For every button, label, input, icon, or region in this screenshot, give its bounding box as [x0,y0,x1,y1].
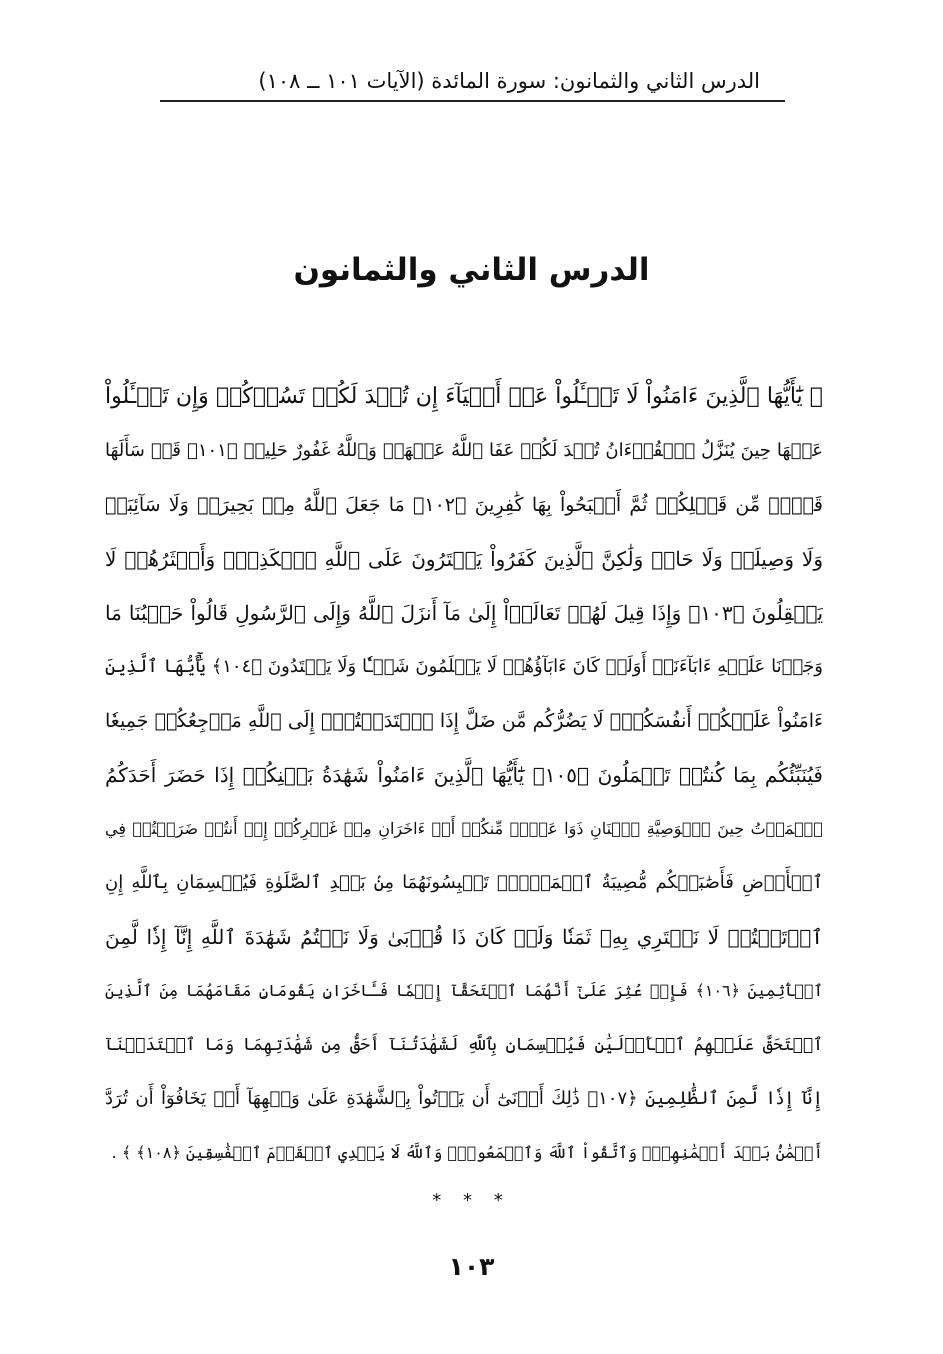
verse-line-5: يَعۡقِلُونَ ﴿١٠٣﴾ وَإِذَا قِيلَ لَهُمۡ تَعَالَوۡاْ إِلَىٰ مَآ أَنزَلَ ٱللَّهُ وَإِلَى ٱلرَّسُولِ قَالُواْ حَسۡبُنَا مَا [105,601,823,625]
verse-line-7: ءَامَنُواْ عَلَيۡكُمۡ أَنفُسَكُمۡۖ لَا يَضُرُّكُم مَّن ضَلَّ إِذَا ٱهۡتَدَيۡتُمۡۚ إِلَى ٱللَّهِ مَرۡجِعُكُمۡ جَمِيعٗا [105,710,823,732]
verse-line-14: إِنَّآ إِذٗا لَّمِنَ ٱلظَّٰلِمِينَ ﴿١٠٧﴾ ذَٰلِكَ أَدۡنَىٰٓ أَن يَأۡتُواْ بِٱلشَّهَٰدَةِ عَلَىٰ وَجۡهِهَآ أَوۡ يَخَافُوٓاْ أَن تُرَدَّ [105,1088,823,1109]
section-separator: * * * [432,1190,511,1211]
verse-line-3: قَوۡمٞ مِّن قَبۡلِكُمۡ ثُمَّ أَصۡبَحُواْ بِهَا كَٰفِرِينَ ﴿١٠٢﴾ مَا جَعَلَ ٱللَّهُ مِنۢ بَحِيرَةٖ وَلَا سَآئِبَةٖ [105,494,823,516]
verse-line-1: ﴿ يَٰٓأَيُّهَا ٱلَّذِينَ ءَامَنُواْ لَا تَسۡـَٔلُواْ عَنۡ أَشۡيَآءَ إِن تُبۡدَ لَكُمۡ تَسُؤۡكُمۡ وَإِن تَسۡـَٔلُواْ [105,384,823,409]
running-header-title: الدرس الثاني والثمانون: سورة المائدة (الآيات ١٠١ ــ ١٠٨) [258,69,760,93]
verse-line-13: ٱسۡتَحَقَّ عَلَيۡهِمُ ٱلۡأَوۡلَيَٰنِ فَيُقۡسِمَانِ بِٱللَّهِ لَشَهَٰدَتُنَآ أَحَقُّ مِن شَهَٰدَتِهِمَا وَمَا ٱعۡتَدَيۡنَآ [105,1035,823,1055]
verse-line-9: ٱلۡمَوۡتُ حِينَ ٱلۡوَصِيَّةِ ٱثۡنَانِ ذَوَا عَدۡلٖ مِّنكُمۡ أَوۡ ءَاخَرَانِ مِنۡ غَيۡرِكُمۡ إِنۡ أَنتُمۡ ضَرَبۡتُمۡ فِي [105,819,823,838]
verse-line-2: عَنۡهَا حِينَ يُنَزَّلُ ٱلۡقُرۡءَانُ تُبۡدَ لَكُمۡ عَفَا ٱللَّهُ عَنۡهَاۗ وَٱللَّهُ غَفُورٌ حَلِيمٞ ﴿١٠١﴾ قَدۡ سَأَلَهَا [105,440,823,461]
page-number: ١٠٣ [448,1252,495,1281]
lesson-title: الدرس الثاني والثمانون [293,252,650,288]
verse-line-15: أَيۡمَٰنُۢ بَعۡدَ أَيۡمَٰنِهِمۡۗ وَٱتَّقُواْ ٱللَّهَ وَٱسۡمَعُواْۗ وَٱللَّهُ لَا يَهۡدِي ٱلۡقَوۡمَ ٱلۡفَٰسِقِينَ ﴿١٠٨﴾ ﴾ . [111,1143,823,1162]
quran-verses-block [105,370,823,1180]
verse-line-10: ٱلۡأَرۡضِ فَأَصَٰبَتۡكُم مُّصِيبَةُ ٱلۡمَوۡتِۚ تَحۡبِسُونَهُمَا مِنۢ بَعۡدِ ٱلصَّلَوٰةِ فَيُقۡسِمَانِ بِٱللَّهِ إِنِ [105,872,823,893]
verse-line-6: وَجَدۡنَا عَلَيۡهِ ءَابَآءَنَآۚ أَوَلَوۡ كَانَ ءَابَآؤُهُمۡ لَا يَعۡلَمُونَ شَيۡـٔٗا وَلَا يَهۡتَدُونَ ﴿١٠٤﴾ يَٰٓأَيُّهَا ٱلَّذِينَ [105,656,823,677]
verse-line-8: فَيُنَبِّئُكُم بِمَا كُنتُمۡ تَعۡمَلُونَ ﴿١٠٥﴾ يَٰٓأَيُّهَا ٱلَّذِينَ ءَامَنُواْ شَهَٰدَةُ بَيۡنِكُمۡ إِذَا حَضَرَ أَحَدَكُمُ [105,763,823,787]
verse-line-11: ٱرۡتَبۡتُمۡ لَا نَشۡتَرِي بِهِۦ ثَمَنٗا وَلَوۡ كَانَ ذَا قُرۡبَىٰ وَلَا نَكۡتُمُ شَهَٰدَةَ ٱللَّهِ إِنَّآ إِذٗا لَّمِنَ [105,925,823,949]
verse-line-4: وَلَا وَصِيلَةٖ وَلَا حَامٖ وَلَٰكِنَّ ٱلَّذِينَ كَفَرُواْ يَفۡتَرُونَ عَلَى ٱللَّهِ ٱلۡكَذِبَۖ وَأَكۡثَرُهُمۡ لَا [105,547,823,571]
verse-line-12: ٱلۡأٓثِمِينَ ﴿١٠٦﴾ فَإِنۡ عُثِرَ عَلَىٰٓ أَنَّهُمَا ٱسۡتَحَقَّآ إِثۡمٗا فَـَٔاخَرَانِ يَقُومَانِ مَقَامَهُمَا مِنَ ٱلَّذِينَ [105,981,823,1000]
header-divider [160,100,785,102]
